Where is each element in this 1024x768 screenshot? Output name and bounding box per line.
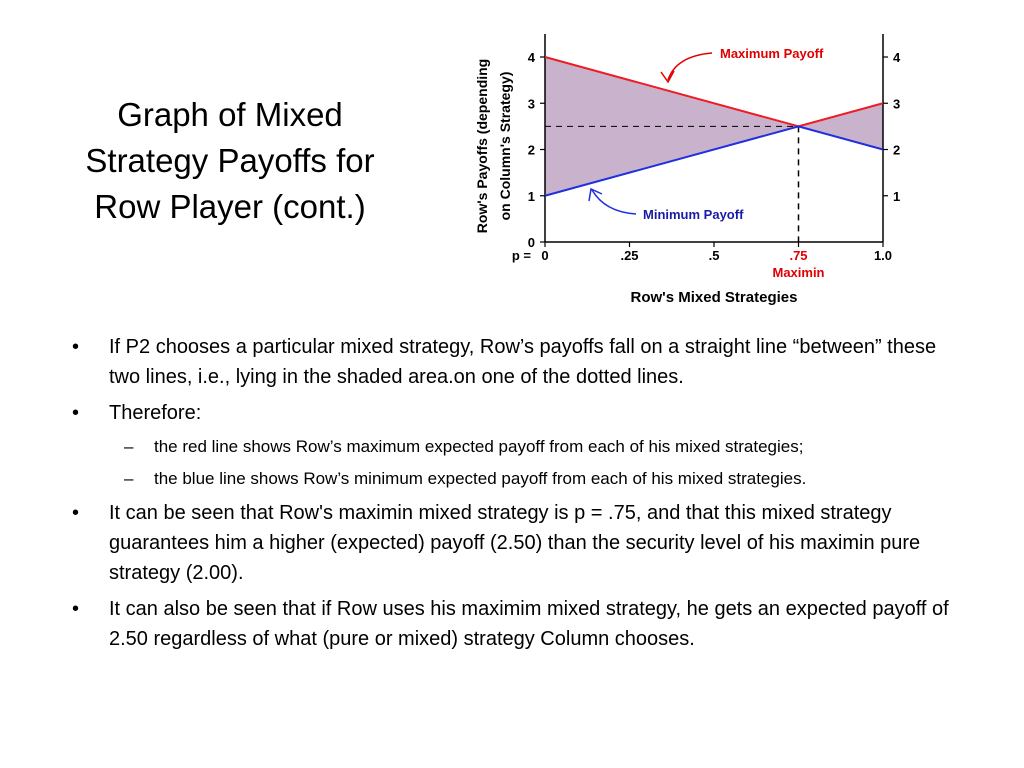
min-payoff-arrow bbox=[592, 190, 636, 214]
sub-bullet-item bbox=[72, 466, 972, 492]
x-prefix-label: p = bbox=[511, 248, 531, 263]
bullet-text: If P2 chooses a particular mixed strategy, Row’s payoffs fall on a straight line “between” these two lines, i.e., lying in the shaded area.on one of the dotted lines. bbox=[109, 336, 937, 388]
y-tick-label-right: 2 bbox=[893, 142, 901, 158]
x-tick-label: 0 bbox=[541, 248, 549, 263]
y-tick-label-left: 1 bbox=[527, 188, 535, 204]
y-tick-label-right: 4 bbox=[893, 50, 901, 65]
y-tick-label-left: 2 bbox=[527, 142, 535, 158]
x-tick-label: .25 bbox=[620, 248, 639, 263]
dash-marker: – bbox=[124, 469, 134, 488]
x-tick-label: .5 bbox=[708, 248, 720, 263]
sub-bullet-item bbox=[72, 434, 972, 460]
min-payoff-annotation: Minimum Payoff bbox=[643, 207, 744, 222]
x-tick-label: .75 bbox=[789, 248, 808, 263]
payoff-chart bbox=[0, 0, 1024, 320]
bullet-item bbox=[72, 498, 972, 588]
bullet-text: It can also be seen that if Row uses his maximim mixed strategy, he gets an expected payoff of 2.50 regardless of what (pure or mixed) strategy Column chooses. bbox=[109, 598, 949, 650]
bullet-text: the blue line shows Row’s minimum expected payoff from each of his mixed strategies. bbox=[154, 469, 807, 488]
dash-marker: – bbox=[124, 437, 134, 456]
x-tick-label: 1.0 bbox=[873, 248, 893, 263]
y-tick-label-right: 1 bbox=[893, 188, 901, 204]
maximin-label: Maximin bbox=[772, 265, 825, 280]
y-axis-label-line: Row's Payoffs (depending bbox=[474, 58, 490, 234]
title-line: Graph of Mixed bbox=[117, 96, 343, 133]
max-payoff-arrow bbox=[668, 53, 712, 80]
bullet-text: the red line shows Row’s maximum expected payoff from each of his mixed strategies; bbox=[154, 437, 804, 456]
y-tick-label-left: 4 bbox=[527, 50, 535, 65]
y-tick-label-left: 3 bbox=[527, 96, 535, 112]
max-payoff-annotation: Maximum Payoff bbox=[720, 46, 824, 61]
bullet-text: It can be seen that Row's maximin mixed strategy is p = .75, and that this mixed strategy guarantees him a higher (expected) payoff (2.50) than the security level of his maximin pure strategy (2.00). bbox=[109, 502, 921, 584]
x-axis-label: Row's Mixed Strategies bbox=[630, 289, 798, 306]
title-line: Strategy Payoffs for bbox=[85, 142, 375, 179]
bullet-marker: • bbox=[72, 402, 80, 424]
bullet-marker: • bbox=[72, 598, 80, 620]
bullet-text: Therefore: bbox=[109, 402, 202, 424]
y-tick-label-right: 3 bbox=[893, 96, 901, 112]
bullet-marker: • bbox=[72, 502, 80, 524]
bullet-list bbox=[72, 332, 972, 660]
bullet-marker: • bbox=[72, 336, 80, 358]
title-line: Row Player (cont.) bbox=[94, 188, 366, 225]
bullet-item bbox=[72, 398, 972, 428]
y-axis-label-line: on Column's Strategy) bbox=[497, 71, 513, 221]
bullet-item bbox=[72, 594, 972, 654]
bullet-item bbox=[72, 332, 972, 392]
y-tick-label-left: 0 bbox=[527, 235, 535, 250]
